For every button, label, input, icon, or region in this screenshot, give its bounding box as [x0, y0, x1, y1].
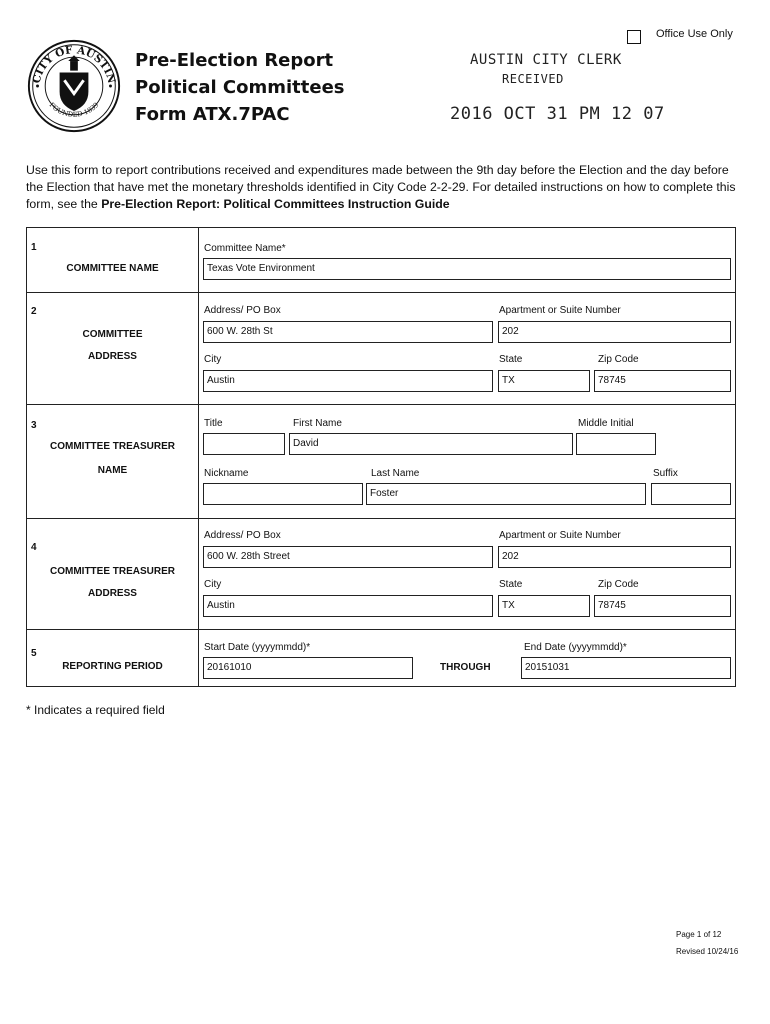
row-divider-1	[27, 292, 735, 293]
committee-state-field[interactable]: TX	[498, 370, 590, 392]
treasurer-suffix-field[interactable]	[651, 483, 731, 505]
committee-city-field[interactable]: Austin	[203, 370, 493, 392]
treasurer-city-field[interactable]: Austin	[203, 595, 493, 617]
section-3-label-line-1: COMMITTEE TREASURER	[50, 441, 175, 452]
row-divider-3	[27, 518, 735, 519]
treasurer-apt-label: Apartment or Suite Number	[499, 530, 621, 541]
treasurer-state-field[interactable]: TX	[498, 595, 590, 617]
treasurer-first-name-label: First Name	[293, 418, 342, 429]
form-title-line-2: Political Committees	[135, 77, 345, 98]
row-divider-4	[27, 629, 735, 630]
treasurer-nickname-field[interactable]	[203, 483, 363, 505]
intro-paragraph	[26, 162, 746, 213]
treasurer-first-name-field[interactable]: David	[289, 433, 573, 455]
required-field-note: * Indicates a required field	[26, 703, 165, 717]
section-1-number: 1	[31, 242, 37, 253]
received-stamp-date: 2016 OCT 31 PM 12 07	[450, 104, 665, 124]
section-3-label-line-2: NAME	[97, 465, 128, 476]
row-divider-2	[27, 404, 735, 405]
section-4-label-line-2: ADDRESS	[88, 588, 137, 599]
end-date-label: End Date (yyyymmdd)*	[524, 642, 627, 653]
section-4-number: 4	[31, 542, 37, 553]
office-use-checkbox[interactable]	[627, 30, 641, 44]
office-use-label: Office Use Only	[656, 28, 733, 40]
treasurer-address-field[interactable]: 600 W. 28th Street	[203, 546, 493, 568]
committee-state-label: State	[499, 354, 523, 365]
svg-text:CITY OF AUSTIN: CITY OF AUSTIN	[30, 44, 118, 85]
city-of-austin-seal	[26, 38, 122, 134]
through-label: THROUGH	[440, 662, 491, 673]
received-stamp-line-1: AUSTIN CITY CLERK	[470, 52, 622, 68]
treasurer-address-label: Address/ PO Box	[204, 530, 281, 541]
treasurer-nickname-label: Nickname	[204, 468, 249, 479]
treasurer-zip-label: Zip Code	[598, 579, 639, 590]
treasurer-apt-field[interactable]: 202	[498, 546, 731, 568]
received-stamp-line-2: RECEIVED	[502, 72, 564, 86]
section-2-number: 2	[31, 306, 37, 317]
treasurer-suffix-label: Suffix	[653, 468, 678, 479]
committee-address-label: Address/ PO Box	[204, 305, 281, 316]
start-date-field[interactable]: 20161010	[203, 657, 413, 679]
treasurer-zip-field[interactable]: 78745	[594, 595, 731, 617]
section-5-number: 5	[31, 648, 37, 659]
form-title-line-3: Form ATX.7PAC	[135, 104, 290, 125]
committee-name-field[interactable]: Texas Vote Environment	[203, 258, 731, 280]
page-number: Page 1 of 12	[676, 930, 722, 939]
section-1-label: COMMITTEE NAME	[66, 263, 159, 274]
revision-date: Revised 10/24/16	[676, 947, 739, 956]
form-title-line-1: Pre-Election Report	[135, 50, 334, 71]
section-2-label-line-2: ADDRESS	[88, 351, 137, 362]
treasurer-state-label: State	[499, 579, 523, 590]
treasurer-middle-initial-label: Middle Initial	[578, 418, 634, 429]
committee-apt-field[interactable]: 202	[498, 321, 731, 343]
treasurer-city-label: City	[204, 579, 222, 590]
committee-name-label: Committee Name*	[204, 243, 286, 254]
svg-text:FOUNDED 1839: FOUNDED 1839	[47, 100, 101, 119]
section-5-label: REPORTING PERIOD	[62, 661, 163, 672]
committee-address-field[interactable]: 600 W. 28th St	[203, 321, 493, 343]
section-3-number: 3	[31, 420, 37, 431]
section-2-label-line-1: COMMITTEE	[82, 329, 143, 340]
committee-info-form	[26, 227, 736, 687]
column-divider	[198, 228, 199, 686]
treasurer-last-name-label: Last Name	[371, 468, 420, 479]
committee-zip-label: Zip Code	[598, 354, 639, 365]
treasurer-middle-initial-field[interactable]	[576, 433, 656, 455]
section-4-label-line-1: COMMITTEE TREASURER	[50, 566, 175, 577]
intro-text: Use this form to report contributions received and expenditures made between the 9th day before the Election and the day before the Election that have met the monetary thresholds identified in City Code 2-2-29. For detailed instructions on how to complete this form, see the	[26, 163, 736, 211]
committee-apt-label: Apartment or Suite Number	[499, 305, 621, 316]
instruction-guide-title: Pre-Election Report: Political Committees Instruction Guide	[101, 197, 450, 211]
committee-city-label: City	[204, 354, 222, 365]
treasurer-last-name-field[interactable]: Foster	[366, 483, 646, 505]
start-date-label: Start Date (yyyymmdd)*	[204, 642, 311, 653]
treasurer-title-label: Title	[204, 418, 223, 429]
treasurer-title-field[interactable]	[203, 433, 285, 455]
committee-zip-field[interactable]: 78745	[594, 370, 731, 392]
end-date-field[interactable]: 20151031	[521, 657, 731, 679]
